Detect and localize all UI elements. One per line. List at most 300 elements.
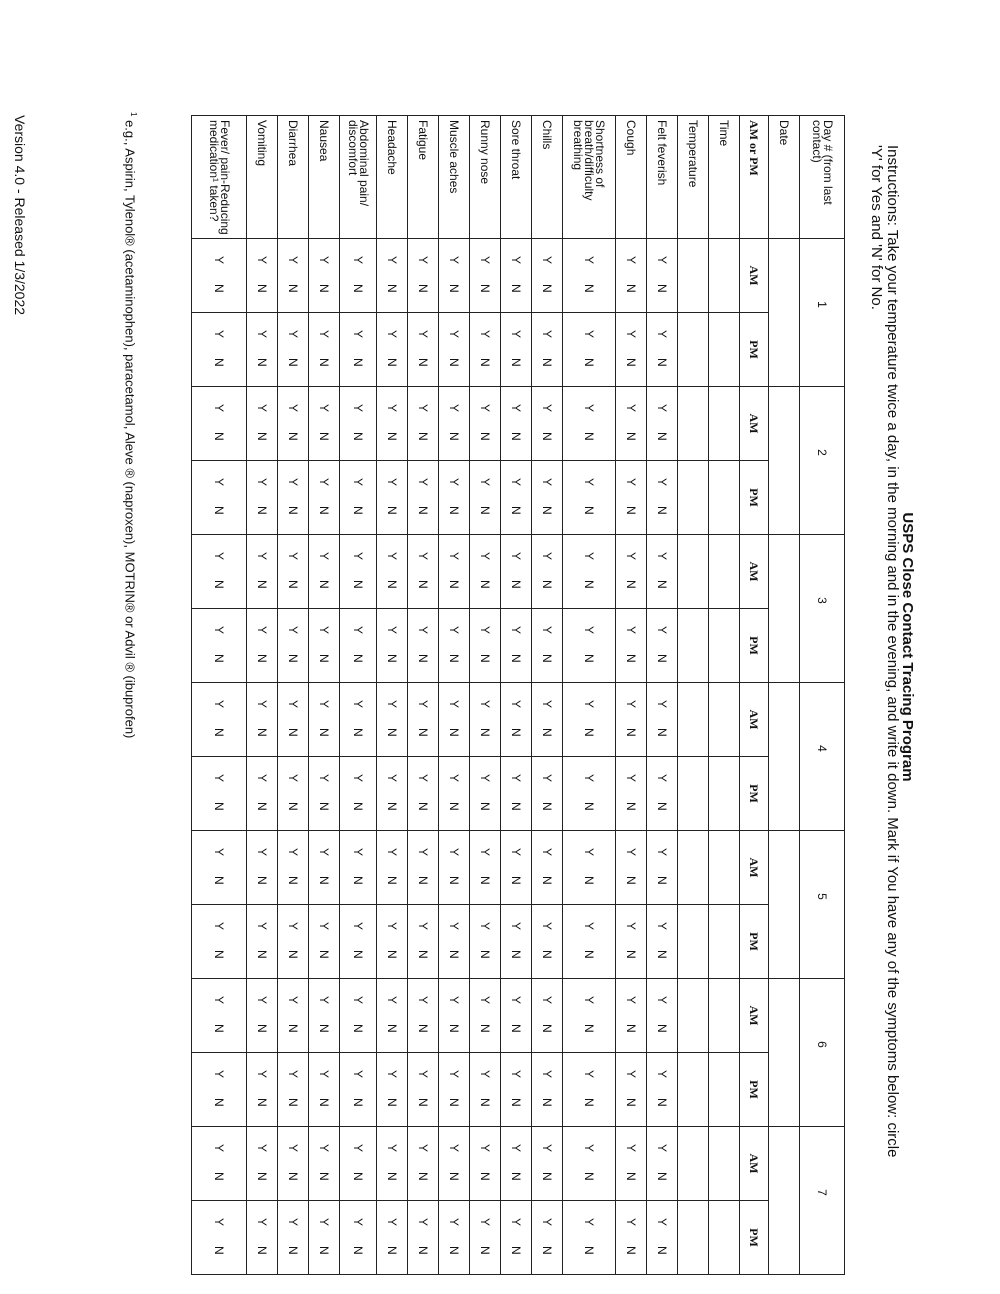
yes-option[interactable]: Y (255, 330, 269, 339)
no-option[interactable]: N (540, 654, 554, 663)
no-option[interactable]: N (540, 284, 554, 293)
no-option[interactable]: N (655, 580, 669, 589)
no-option[interactable]: N (447, 728, 461, 737)
yes-option[interactable]: Y (540, 626, 554, 635)
no-option[interactable]: N (416, 876, 430, 885)
no-option[interactable]: N (385, 876, 399, 885)
no-option[interactable]: N (582, 1246, 596, 1255)
no-option[interactable]: N (447, 1172, 461, 1181)
yes-option[interactable]: Y (509, 1218, 523, 1227)
yes-option[interactable]: Y (212, 996, 226, 1005)
no-option[interactable]: N (212, 1172, 226, 1181)
no-option[interactable]: N (655, 728, 669, 737)
no-option[interactable]: N (317, 432, 331, 441)
no-option[interactable]: N (447, 580, 461, 589)
yes-option[interactable]: Y (317, 330, 331, 339)
yes-option[interactable]: Y (286, 848, 300, 857)
yes-option[interactable]: Y (255, 1070, 269, 1079)
no-option[interactable]: N (447, 876, 461, 885)
temperature-entry-cell[interactable] (678, 609, 709, 683)
yes-option[interactable]: Y (255, 552, 269, 561)
yes-option[interactable]: Y (317, 1070, 331, 1079)
no-option[interactable]: N (582, 654, 596, 663)
no-option[interactable]: N (416, 1098, 430, 1107)
no-option[interactable]: N (385, 358, 399, 367)
yes-option[interactable]: Y (212, 1218, 226, 1227)
no-option[interactable]: N (351, 358, 365, 367)
yes-option[interactable]: Y (351, 922, 365, 931)
date-entry-cell[interactable] (769, 1127, 800, 1275)
yes-option[interactable]: Y (255, 1218, 269, 1227)
no-option[interactable]: N (212, 358, 226, 367)
no-option[interactable]: N (255, 802, 269, 811)
no-option[interactable]: N (655, 876, 669, 885)
no-option[interactable]: N (582, 728, 596, 737)
temperature-entry-cell[interactable] (678, 1053, 709, 1127)
yes-option[interactable]: Y (286, 478, 300, 487)
yes-option[interactable]: Y (624, 774, 638, 783)
yes-option[interactable]: Y (286, 1218, 300, 1227)
no-option[interactable]: N (286, 432, 300, 441)
temperature-entry-cell[interactable] (678, 683, 709, 757)
yes-option[interactable]: Y (540, 330, 554, 339)
yes-option[interactable]: Y (582, 1218, 596, 1227)
no-option[interactable]: N (351, 1098, 365, 1107)
yes-option[interactable]: Y (212, 552, 226, 561)
no-option[interactable]: N (478, 358, 492, 367)
yes-option[interactable]: Y (540, 848, 554, 857)
yes-option[interactable]: Y (212, 700, 226, 709)
no-option[interactable]: N (416, 728, 430, 737)
yes-option[interactable]: Y (624, 922, 638, 931)
yes-option[interactable]: Y (447, 552, 461, 561)
yes-option[interactable]: Y (447, 1144, 461, 1153)
yes-option[interactable]: Y (416, 626, 430, 635)
yes-option[interactable]: Y (624, 1070, 638, 1079)
yes-option[interactable]: Y (212, 256, 226, 265)
yes-option[interactable]: Y (416, 478, 430, 487)
temperature-entry-cell[interactable] (678, 313, 709, 387)
no-option[interactable]: N (624, 580, 638, 589)
no-option[interactable]: N (255, 1172, 269, 1181)
time-entry-cell[interactable] (709, 387, 740, 461)
no-option[interactable]: N (540, 1246, 554, 1255)
time-entry-cell[interactable] (709, 831, 740, 905)
no-option[interactable]: N (624, 432, 638, 441)
no-option[interactable]: N (212, 580, 226, 589)
yes-option[interactable]: Y (416, 1218, 430, 1227)
no-option[interactable]: N (286, 506, 300, 515)
temperature-entry-cell[interactable] (678, 905, 709, 979)
yes-option[interactable]: Y (540, 1070, 554, 1079)
yes-option[interactable]: Y (582, 478, 596, 487)
yes-option[interactable]: Y (655, 1218, 669, 1227)
no-option[interactable]: N (416, 1246, 430, 1255)
no-option[interactable]: N (582, 1172, 596, 1181)
no-option[interactable]: N (416, 358, 430, 367)
no-option[interactable]: N (624, 728, 638, 737)
no-option[interactable]: N (582, 876, 596, 885)
time-entry-cell[interactable] (709, 535, 740, 609)
no-option[interactable]: N (212, 950, 226, 959)
yes-option[interactable]: Y (478, 700, 492, 709)
no-option[interactable]: N (317, 654, 331, 663)
yes-option[interactable]: Y (655, 996, 669, 1005)
no-option[interactable]: N (317, 284, 331, 293)
yes-option[interactable]: Y (540, 996, 554, 1005)
yes-option[interactable]: Y (540, 922, 554, 931)
yes-option[interactable]: Y (351, 996, 365, 1005)
yes-option[interactable]: Y (286, 1070, 300, 1079)
yes-option[interactable]: Y (286, 404, 300, 413)
yes-option[interactable]: Y (255, 922, 269, 931)
yes-option[interactable]: Y (317, 478, 331, 487)
yes-option[interactable]: Y (655, 774, 669, 783)
no-option[interactable]: N (478, 284, 492, 293)
no-option[interactable]: N (385, 950, 399, 959)
date-entry-cell[interactable] (769, 683, 800, 831)
no-option[interactable]: N (447, 802, 461, 811)
yes-option[interactable]: Y (582, 626, 596, 635)
yes-option[interactable]: Y (212, 848, 226, 857)
no-option[interactable]: N (540, 580, 554, 589)
no-option[interactable]: N (447, 506, 461, 515)
yes-option[interactable]: Y (624, 330, 638, 339)
yes-option[interactable]: Y (655, 1070, 669, 1079)
no-option[interactable]: N (655, 1246, 669, 1255)
yes-option[interactable]: Y (255, 626, 269, 635)
yes-option[interactable]: Y (655, 256, 669, 265)
time-entry-cell[interactable] (709, 461, 740, 535)
yes-option[interactable]: Y (351, 626, 365, 635)
no-option[interactable]: N (351, 950, 365, 959)
yes-option[interactable]: Y (478, 1218, 492, 1227)
yes-option[interactable]: Y (416, 848, 430, 857)
no-option[interactable]: N (509, 506, 523, 515)
yes-option[interactable]: Y (416, 700, 430, 709)
temperature-entry-cell[interactable] (678, 979, 709, 1053)
no-option[interactable]: N (351, 506, 365, 515)
no-option[interactable]: N (351, 580, 365, 589)
no-option[interactable]: N (624, 284, 638, 293)
date-entry-cell[interactable] (769, 535, 800, 683)
yes-option[interactable]: Y (351, 1218, 365, 1227)
no-option[interactable]: N (286, 654, 300, 663)
no-option[interactable]: N (509, 1098, 523, 1107)
yes-option[interactable]: Y (351, 256, 365, 265)
yes-option[interactable]: Y (582, 1144, 596, 1153)
no-option[interactable]: N (255, 1024, 269, 1033)
time-entry-cell[interactable] (709, 905, 740, 979)
yes-option[interactable]: Y (447, 996, 461, 1005)
no-option[interactable]: N (385, 1024, 399, 1033)
yes-option[interactable]: Y (385, 626, 399, 635)
no-option[interactable]: N (385, 1172, 399, 1181)
no-option[interactable]: N (255, 1098, 269, 1107)
no-option[interactable]: N (478, 728, 492, 737)
yes-option[interactable]: Y (447, 774, 461, 783)
yes-option[interactable]: Y (351, 404, 365, 413)
yes-option[interactable]: Y (212, 774, 226, 783)
yes-option[interactable]: Y (624, 478, 638, 487)
no-option[interactable]: N (540, 802, 554, 811)
no-option[interactable]: N (582, 506, 596, 515)
yes-option[interactable]: Y (212, 922, 226, 931)
no-option[interactable]: N (540, 950, 554, 959)
yes-option[interactable]: Y (416, 774, 430, 783)
no-option[interactable]: N (416, 506, 430, 515)
yes-option[interactable]: Y (478, 996, 492, 1005)
time-entry-cell[interactable] (709, 609, 740, 683)
yes-option[interactable]: Y (509, 700, 523, 709)
no-option[interactable]: N (582, 432, 596, 441)
yes-option[interactable]: Y (255, 700, 269, 709)
no-option[interactable]: N (540, 728, 554, 737)
no-option[interactable]: N (478, 1172, 492, 1181)
no-option[interactable]: N (624, 654, 638, 663)
no-option[interactable]: N (255, 1246, 269, 1255)
yes-option[interactable]: Y (255, 848, 269, 857)
no-option[interactable]: N (255, 432, 269, 441)
yes-option[interactable]: Y (416, 256, 430, 265)
yes-option[interactable]: Y (655, 626, 669, 635)
no-option[interactable]: N (255, 580, 269, 589)
temperature-entry-cell[interactable] (678, 1127, 709, 1201)
yes-option[interactable]: Y (478, 256, 492, 265)
yes-option[interactable]: Y (582, 256, 596, 265)
yes-option[interactable]: Y (582, 1070, 596, 1079)
yes-option[interactable]: Y (255, 1144, 269, 1153)
yes-option[interactable]: Y (416, 922, 430, 931)
no-option[interactable]: N (540, 1024, 554, 1033)
no-option[interactable]: N (255, 358, 269, 367)
no-option[interactable]: N (509, 284, 523, 293)
yes-option[interactable]: Y (385, 1070, 399, 1079)
yes-option[interactable]: Y (385, 404, 399, 413)
no-option[interactable]: N (540, 506, 554, 515)
yes-option[interactable]: Y (286, 1144, 300, 1153)
yes-option[interactable]: Y (447, 626, 461, 635)
yes-option[interactable]: Y (478, 848, 492, 857)
yes-option[interactable]: Y (255, 256, 269, 265)
no-option[interactable]: N (286, 284, 300, 293)
yes-option[interactable]: Y (351, 330, 365, 339)
no-option[interactable]: N (255, 728, 269, 737)
yes-option[interactable]: Y (317, 1218, 331, 1227)
yes-option[interactable]: Y (317, 700, 331, 709)
yes-option[interactable]: Y (582, 996, 596, 1005)
no-option[interactable]: N (351, 876, 365, 885)
no-option[interactable]: N (582, 1024, 596, 1033)
no-option[interactable]: N (351, 1246, 365, 1255)
yes-option[interactable]: Y (478, 922, 492, 931)
yes-option[interactable]: Y (478, 626, 492, 635)
no-option[interactable]: N (317, 1246, 331, 1255)
no-option[interactable]: N (655, 802, 669, 811)
time-entry-cell[interactable] (709, 1127, 740, 1201)
yes-option[interactable]: Y (655, 922, 669, 931)
yes-option[interactable]: Y (286, 552, 300, 561)
yes-option[interactable]: Y (478, 774, 492, 783)
no-option[interactable]: N (212, 506, 226, 515)
time-entry-cell[interactable] (709, 683, 740, 757)
yes-option[interactable]: Y (447, 848, 461, 857)
yes-option[interactable]: Y (286, 922, 300, 931)
yes-option[interactable]: Y (255, 404, 269, 413)
no-option[interactable]: N (478, 1098, 492, 1107)
yes-option[interactable]: Y (351, 848, 365, 857)
yes-option[interactable]: Y (385, 552, 399, 561)
no-option[interactable]: N (655, 284, 669, 293)
no-option[interactable]: N (478, 654, 492, 663)
no-option[interactable]: N (212, 802, 226, 811)
yes-option[interactable]: Y (351, 552, 365, 561)
yes-option[interactable]: Y (478, 1070, 492, 1079)
yes-option[interactable]: Y (212, 404, 226, 413)
yes-option[interactable]: Y (416, 996, 430, 1005)
date-entry-cell[interactable] (769, 831, 800, 979)
yes-option[interactable]: Y (317, 626, 331, 635)
no-option[interactable]: N (286, 950, 300, 959)
yes-option[interactable]: Y (478, 404, 492, 413)
yes-option[interactable]: Y (286, 626, 300, 635)
no-option[interactable]: N (540, 432, 554, 441)
no-option[interactable]: N (624, 950, 638, 959)
no-option[interactable]: N (655, 654, 669, 663)
no-option[interactable]: N (509, 1024, 523, 1033)
no-option[interactable]: N (624, 1172, 638, 1181)
no-option[interactable]: N (385, 580, 399, 589)
date-entry-cell[interactable] (769, 239, 800, 387)
yes-option[interactable]: Y (624, 996, 638, 1005)
no-option[interactable]: N (624, 1246, 638, 1255)
no-option[interactable]: N (255, 506, 269, 515)
yes-option[interactable]: Y (447, 700, 461, 709)
no-option[interactable]: N (582, 950, 596, 959)
yes-option[interactable]: Y (212, 330, 226, 339)
no-option[interactable]: N (255, 950, 269, 959)
yes-option[interactable]: Y (286, 700, 300, 709)
no-option[interactable]: N (478, 950, 492, 959)
yes-option[interactable]: Y (385, 922, 399, 931)
yes-option[interactable]: Y (212, 1144, 226, 1153)
no-option[interactable]: N (582, 580, 596, 589)
no-option[interactable]: N (509, 358, 523, 367)
no-option[interactable]: N (509, 876, 523, 885)
time-entry-cell[interactable] (709, 313, 740, 387)
yes-option[interactable]: Y (447, 256, 461, 265)
yes-option[interactable]: Y (582, 330, 596, 339)
no-option[interactable]: N (416, 432, 430, 441)
no-option[interactable]: N (212, 1098, 226, 1107)
time-entry-cell[interactable] (709, 1053, 740, 1127)
no-option[interactable]: N (317, 580, 331, 589)
no-option[interactable]: N (212, 284, 226, 293)
no-option[interactable]: N (317, 876, 331, 885)
no-option[interactable]: N (317, 1098, 331, 1107)
no-option[interactable]: N (351, 432, 365, 441)
yes-option[interactable]: Y (478, 1144, 492, 1153)
no-option[interactable]: N (416, 802, 430, 811)
yes-option[interactable]: Y (385, 256, 399, 265)
no-option[interactable]: N (385, 1098, 399, 1107)
yes-option[interactable]: Y (478, 552, 492, 561)
temperature-entry-cell[interactable] (678, 387, 709, 461)
no-option[interactable]: N (478, 802, 492, 811)
yes-option[interactable]: Y (447, 330, 461, 339)
no-option[interactable]: N (478, 580, 492, 589)
yes-option[interactable]: Y (385, 478, 399, 487)
yes-option[interactable]: Y (624, 256, 638, 265)
no-option[interactable]: N (655, 1024, 669, 1033)
yes-option[interactable]: Y (624, 1144, 638, 1153)
no-option[interactable]: N (351, 1172, 365, 1181)
yes-option[interactable]: Y (212, 1070, 226, 1079)
no-option[interactable]: N (385, 506, 399, 515)
no-option[interactable]: N (416, 1024, 430, 1033)
no-option[interactable]: N (385, 284, 399, 293)
no-option[interactable]: N (655, 432, 669, 441)
yes-option[interactable]: Y (655, 700, 669, 709)
date-entry-cell[interactable] (769, 387, 800, 535)
no-option[interactable]: N (212, 728, 226, 737)
no-option[interactable]: N (255, 876, 269, 885)
yes-option[interactable]: Y (416, 552, 430, 561)
no-option[interactable]: N (655, 358, 669, 367)
no-option[interactable]: N (624, 506, 638, 515)
no-option[interactable]: N (385, 432, 399, 441)
yes-option[interactable]: Y (582, 848, 596, 857)
yes-option[interactable]: Y (416, 1070, 430, 1079)
no-option[interactable]: N (286, 358, 300, 367)
yes-option[interactable]: Y (509, 552, 523, 561)
yes-option[interactable]: Y (416, 1144, 430, 1153)
yes-option[interactable]: Y (540, 700, 554, 709)
no-option[interactable]: N (255, 284, 269, 293)
yes-option[interactable]: Y (582, 552, 596, 561)
yes-option[interactable]: Y (317, 996, 331, 1005)
no-option[interactable]: N (478, 1024, 492, 1033)
yes-option[interactable]: Y (582, 404, 596, 413)
yes-option[interactable]: Y (624, 700, 638, 709)
no-option[interactable]: N (540, 876, 554, 885)
no-option[interactable]: N (447, 358, 461, 367)
yes-option[interactable]: Y (540, 478, 554, 487)
no-option[interactable]: N (286, 1098, 300, 1107)
yes-option[interactable]: Y (624, 626, 638, 635)
yes-option[interactable]: Y (509, 996, 523, 1005)
no-option[interactable]: N (447, 1024, 461, 1033)
no-option[interactable]: N (286, 1172, 300, 1181)
no-option[interactable]: N (447, 432, 461, 441)
yes-option[interactable]: Y (509, 1144, 523, 1153)
yes-option[interactable]: Y (351, 478, 365, 487)
yes-option[interactable]: Y (385, 848, 399, 857)
yes-option[interactable]: Y (255, 996, 269, 1005)
no-option[interactable]: N (212, 1024, 226, 1033)
yes-option[interactable]: Y (655, 404, 669, 413)
no-option[interactable]: N (416, 654, 430, 663)
no-option[interactable]: N (655, 950, 669, 959)
no-option[interactable]: N (286, 580, 300, 589)
no-option[interactable]: N (286, 728, 300, 737)
no-option[interactable]: N (351, 728, 365, 737)
date-entry-cell[interactable] (769, 979, 800, 1127)
yes-option[interactable]: Y (540, 1218, 554, 1227)
yes-option[interactable]: Y (317, 774, 331, 783)
yes-option[interactable]: Y (447, 478, 461, 487)
no-option[interactable]: N (447, 284, 461, 293)
